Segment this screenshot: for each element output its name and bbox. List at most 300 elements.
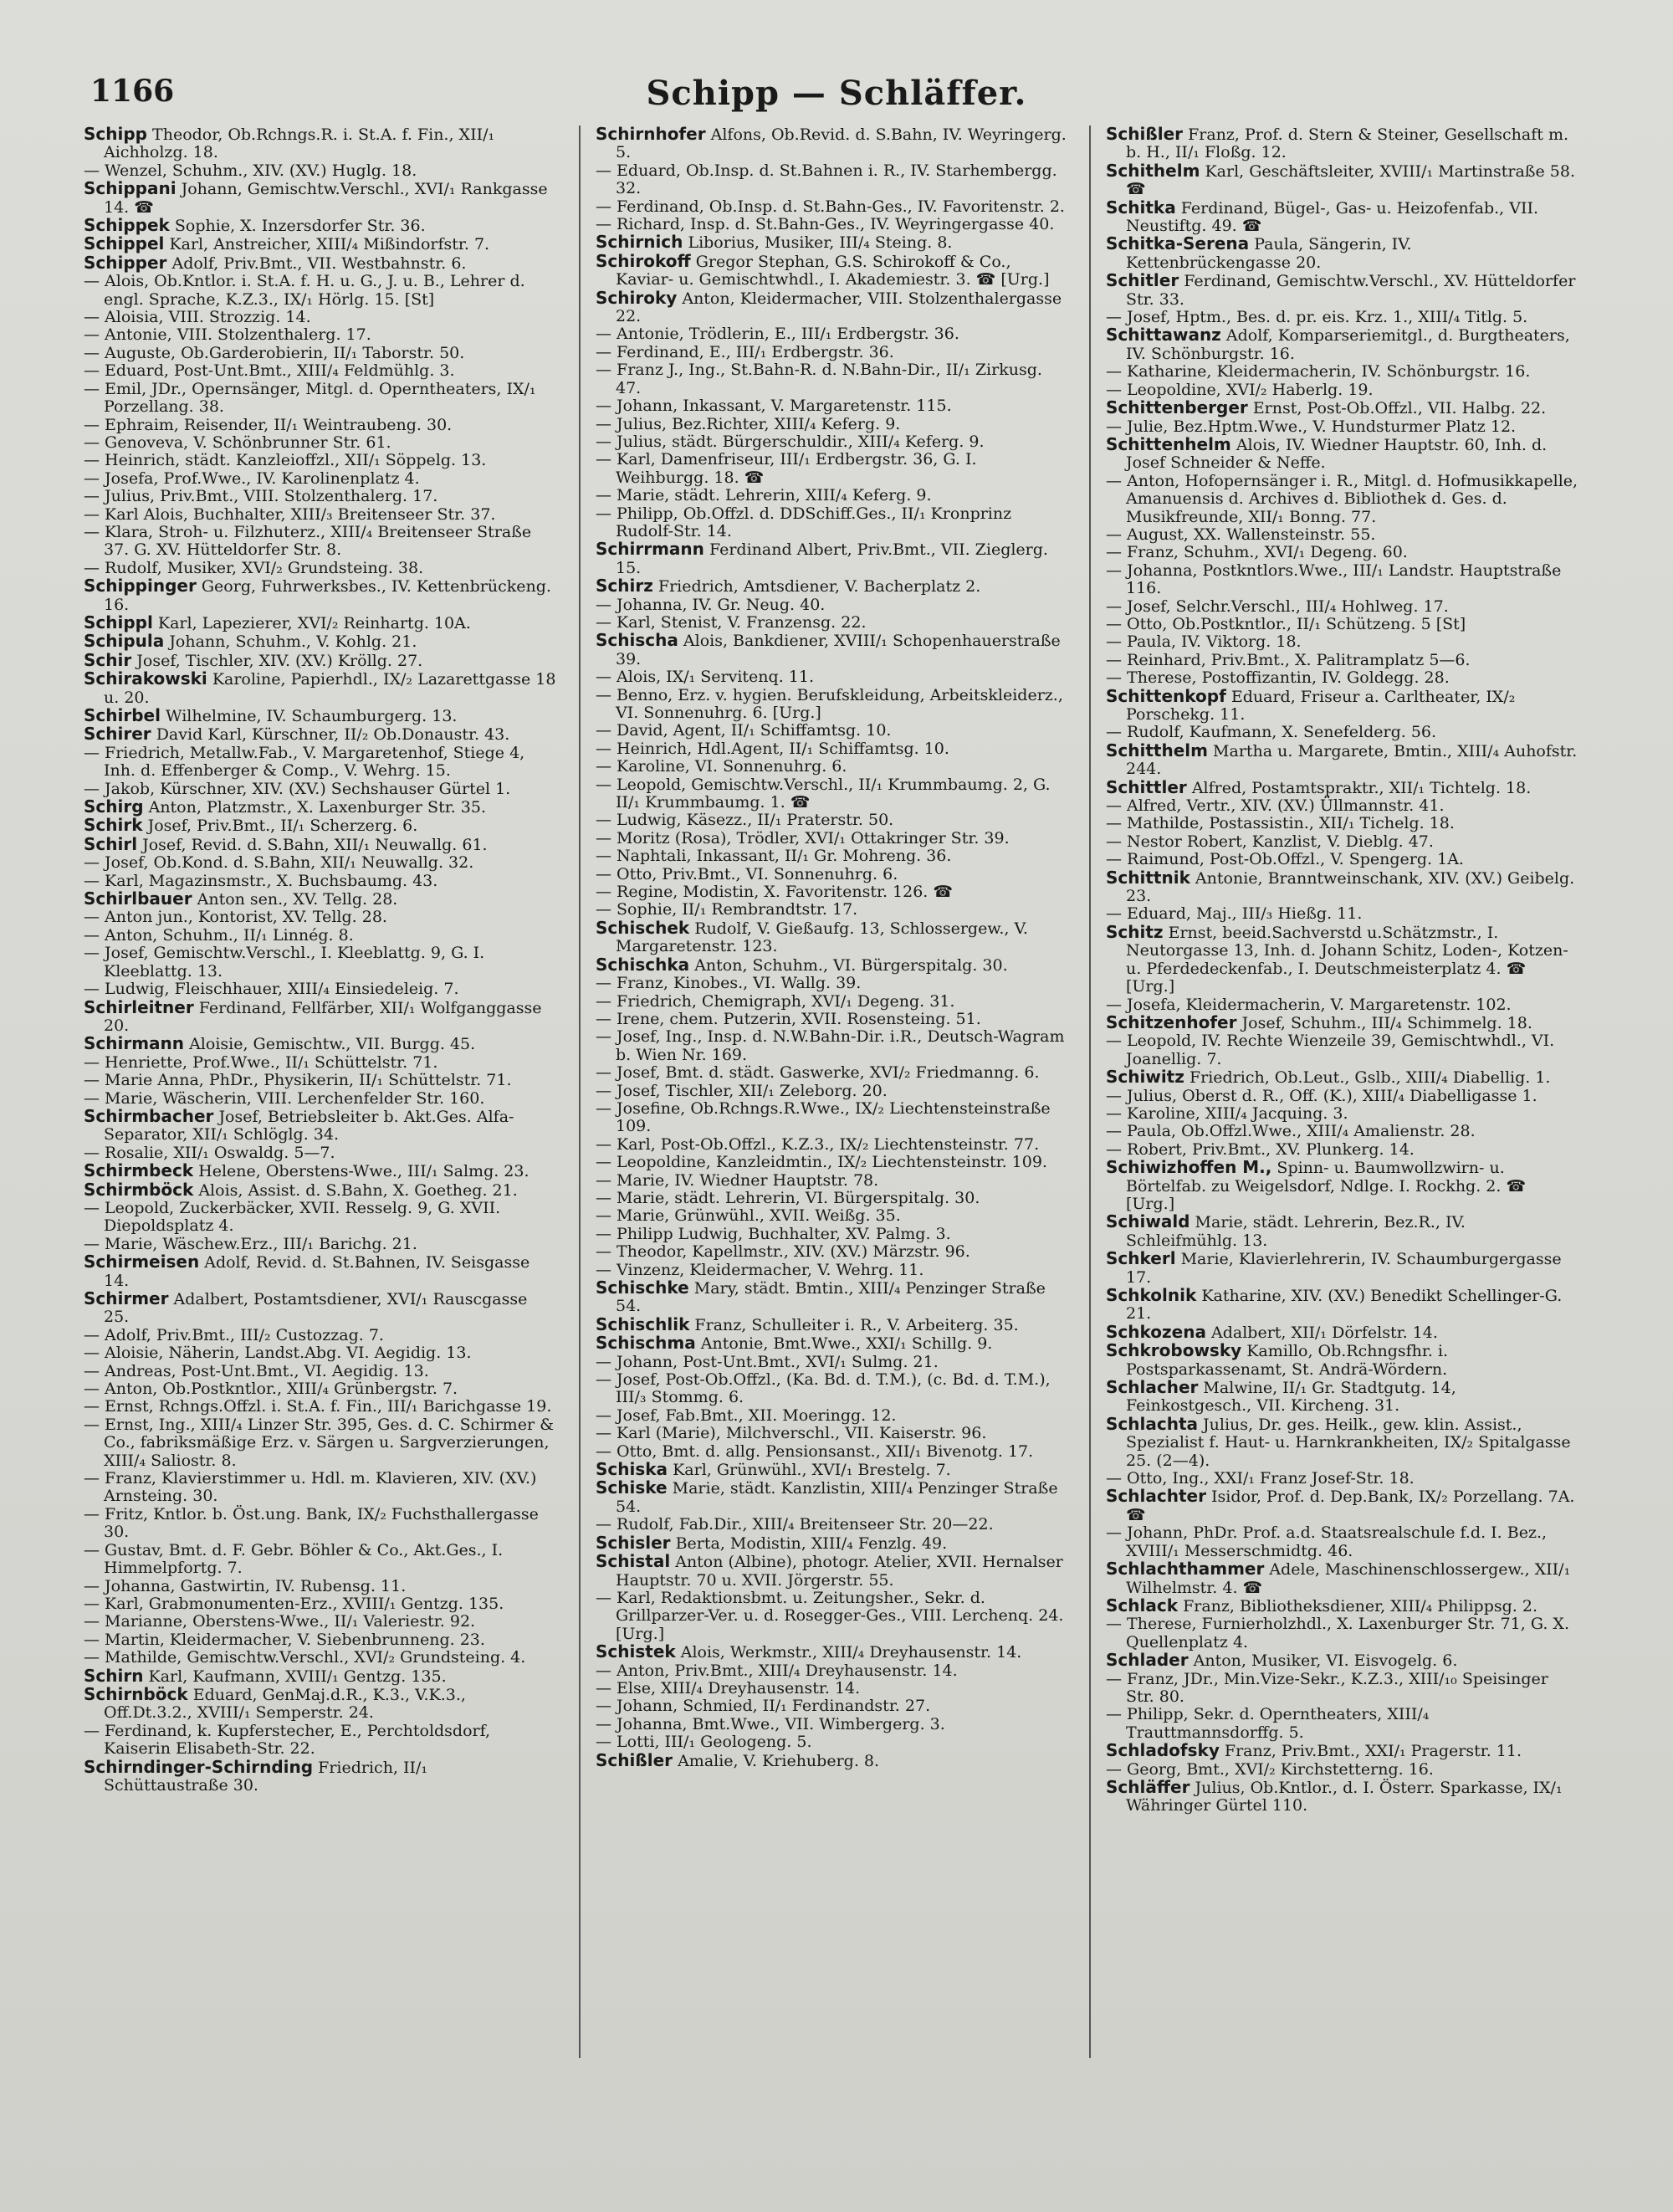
directory-entry bbox=[596, 1749, 1068, 1770]
directory-entry bbox=[1106, 162, 1578, 199]
entry-details: Anton sen., XV. Tellg. 28. bbox=[197, 890, 398, 909]
directory-entry bbox=[596, 451, 1068, 487]
directory-entry bbox=[1106, 433, 1578, 473]
entry-details: — Moritz (Rosa), Trödler, XVI/₁ Ottakringer Str. 39. bbox=[596, 828, 1010, 847]
entry-surname: Schiroky bbox=[596, 287, 678, 308]
entry-surname: Schittenhelm bbox=[1106, 433, 1231, 454]
directory-entry bbox=[596, 361, 1068, 397]
directory-entry bbox=[1106, 399, 1578, 417]
entry-surname: Schirz bbox=[596, 576, 653, 597]
directory-entry bbox=[596, 1371, 1068, 1407]
directory-entry bbox=[84, 217, 556, 235]
entry-details: David Karl, Kürschner, II/₂ Ob.Donaustr. 43. bbox=[156, 725, 510, 745]
directory-entry bbox=[84, 927, 556, 945]
entry-details: — Marie, IV. Wiedner Hauptstr. 78. bbox=[596, 1170, 879, 1190]
column-1 bbox=[84, 125, 556, 2075]
entry-details: — Mathilde, Gemischtw.Verschl., XVI/₂ Grundsteing. 4. bbox=[84, 1648, 526, 1667]
entry-surname: Schittenberger bbox=[1106, 397, 1248, 418]
entry-details: — Johann, Post-Unt.Bmt., XVI/₁ Sulmg. 21. bbox=[596, 1352, 939, 1371]
directory-entry bbox=[596, 487, 1068, 504]
directory-entry bbox=[596, 597, 1068, 614]
entry-details: Kamillo, Ob.Rchngsfhr. i. Postsparkassenamt, St. Andrä-Wördern. bbox=[1126, 1342, 1449, 1379]
entry-details: — Aloisie, Näherin, Landst.Abg. VI. Aegidig. 13. bbox=[84, 1344, 472, 1363]
directory-entry bbox=[84, 1054, 556, 1072]
entry-details: — Else, XIII/₄ Dreyhausenstr. 14. bbox=[596, 1678, 861, 1697]
directory-entry bbox=[84, 381, 556, 417]
entry-surname: Schiwitz bbox=[1106, 1067, 1184, 1088]
directory-entry bbox=[596, 1733, 1068, 1751]
entry-details: — Anton, Ob.Postkntlor., XIII/₄ Grünbergstr. 7. bbox=[84, 1380, 458, 1399]
entry-surname: Schkerl bbox=[1106, 1248, 1176, 1269]
directory-entry bbox=[84, 1162, 556, 1180]
entry-details: — Josef, Fab.Bmt., XII. Moeringg. 12. bbox=[596, 1406, 897, 1425]
directory-entry bbox=[84, 833, 556, 854]
directory-entry bbox=[1106, 742, 1578, 779]
directory-entry bbox=[596, 1716, 1068, 1733]
directory-entry bbox=[84, 1105, 556, 1144]
entry-details: — Otto, Ob.Postkntlor., II/₁ Schützeng. 5 [St] bbox=[1106, 614, 1466, 633]
entry-details: — Eduard, Ob.Insp. d. St.Bahnen i. R., IV. Starhembergg. 32. bbox=[596, 161, 1057, 198]
entry-surname: Schirnböck bbox=[84, 1683, 188, 1704]
entry-details: Karoline, Papierhdl., IX/₂ Lazarettgasse 18 u. 20. bbox=[104, 670, 556, 707]
directory-entry bbox=[1106, 1671, 1578, 1707]
directory-entry bbox=[1106, 326, 1578, 363]
directory-entry bbox=[84, 649, 556, 670]
entry-details: Adalbert, Postamtsdiener, XVI/₁ Rauscgasse 25. bbox=[104, 1290, 528, 1327]
directory-entry bbox=[596, 397, 1068, 415]
entry-details: — Aloisia, VIII. Strozzig. 14. bbox=[84, 308, 311, 327]
directory-entry bbox=[84, 996, 556, 1036]
directory-entry bbox=[1106, 1761, 1578, 1779]
entry-details: — Josef, Gemischtw.Verschl., I. Kleeblattg. 9, G. I. Kleeblattg. 13. bbox=[84, 944, 485, 981]
directory-entry bbox=[84, 745, 556, 781]
directory-entry bbox=[596, 740, 1068, 758]
entry-details: — Johanna, Bmt.Wwe., VII. Wimbergerg. 3. bbox=[596, 1714, 945, 1733]
entry-details: — Johanna, IV. Gr. Neug. 40. bbox=[596, 595, 826, 614]
entry-details: — Leopoldine, XVI/₂ Haberlg. 19. bbox=[1106, 380, 1374, 399]
directory-entry bbox=[1106, 1213, 1578, 1250]
entry-details: — Ernst, Ing., XIII/₄ Linzer Str. 395, Ges. d. C. Schirmer & Co., fabriksmäßige Erz. v. Särgen u. Sargverzierungen, XIII/₄ Saliostr. 8. bbox=[84, 1415, 554, 1470]
entry-details: — Josef, Hptm., Bes. d. pr. eis. Krz. 1., XIII/₄ Titlg. 5. bbox=[1106, 308, 1528, 327]
directory-entry bbox=[596, 1680, 1068, 1697]
directory-entry bbox=[1106, 363, 1578, 381]
directory-entry bbox=[84, 1542, 556, 1578]
directory-entry bbox=[84, 1380, 556, 1398]
directory-entry bbox=[84, 577, 556, 614]
entry-details: Alois, Werkmstr., XIII/₄ Dreyhausenstr. 14. bbox=[680, 1643, 1022, 1662]
directory-entry bbox=[1106, 724, 1578, 741]
entry-details: — Marianne, Oberstens-Wwe., II/₁ Valeriestr. 92. bbox=[84, 1612, 476, 1631]
entry-details: Helene, Oberstens-Wwe., III/₁ Salmg. 23. bbox=[198, 1162, 530, 1181]
entry-surname: Schirbel bbox=[84, 705, 161, 725]
directory-entry bbox=[596, 830, 1068, 847]
entry-details: — Robert, Priv.Bmt., XV. Plunkerg. 14. bbox=[1106, 1139, 1415, 1159]
directory-entry bbox=[596, 847, 1068, 865]
entry-details: — Georg, Bmt., XVI/₂ Kirchstetterng. 16. bbox=[1106, 1759, 1434, 1779]
directory-entry bbox=[1106, 633, 1578, 651]
entry-details: — Ludwig, Käsezz., II/₁ Praterstr. 50. bbox=[596, 811, 894, 830]
entry-details: — Johanna, Gastwirtin, IV. Rubensg. 11. bbox=[84, 1576, 407, 1595]
entry-details: Ernst, Post-Ob.Offzl., VII. Halbg. 22. bbox=[1252, 399, 1547, 418]
entry-details: — Vinzenz, Kleidermacher, V. Wehrg. 11. bbox=[596, 1260, 924, 1279]
entry-surname: Schitler bbox=[1106, 270, 1179, 291]
directory-entry bbox=[84, 909, 556, 926]
directory-entry bbox=[596, 1190, 1068, 1207]
entry-details: — Josefa, Prof.Wwe., IV. Karolinenplatz 4. bbox=[84, 469, 420, 488]
entry-details: — Philipp Ludwig, Buchhalter, XV. Palmg. 3. bbox=[596, 1224, 951, 1243]
directory-entry bbox=[1106, 851, 1578, 868]
entry-details: Alois, IV. Wiedner Hauptstr. 60, Inh. d. Josef Schneider & Neffe. bbox=[1126, 435, 1548, 473]
directory-entry bbox=[596, 722, 1068, 740]
directory-entry bbox=[84, 981, 556, 998]
entry-surname: Schirer bbox=[84, 724, 151, 745]
directory-entry bbox=[84, 1253, 556, 1290]
column-divider bbox=[579, 125, 581, 2058]
entry-surname: Schippinger bbox=[84, 576, 197, 597]
directory-entry bbox=[1106, 1615, 1578, 1651]
entry-details: Adolf, Komparseriemitgl., d. Burgtheaters, IV. Schönburgstr. 16. bbox=[1126, 326, 1570, 363]
directory-entry bbox=[1106, 996, 1578, 1014]
entry-details: — Leopold, Gemischtw.Verschl., II/₁ Krummbaumg. 2, G. II/₁ Krummbaumg. 1. ☎ bbox=[596, 775, 1051, 812]
entry-details: — Julius, Oberst d. R., Off. (K.), XIII/₄ Diabelligasse 1. bbox=[1106, 1086, 1537, 1105]
entry-details: Franz, Prof. d. Stern & Steiner, Gesellschaft m. b. H., II/₁ Floßg. 12. bbox=[1126, 125, 1569, 162]
entry-details: — August, XX. Wallensteinstr. 55. bbox=[1106, 525, 1376, 544]
entry-details: Malwine, II/₁ Gr. Stadtgutg. 14, Feinkostgesch., VII. Kircheng. 31. bbox=[1126, 1379, 1456, 1416]
entry-details: — Anton jun., Kontorist, XV. Tellg. 28. bbox=[84, 908, 387, 927]
directory-entry bbox=[84, 1090, 556, 1108]
entry-details: — Josef, Bmt. d. städt. Gaswerke, XVI/₂ Friedmanng. 6. bbox=[596, 1063, 1040, 1083]
directory-entry bbox=[596, 1334, 1068, 1353]
entry-details: — Julius, Priv.Bmt., VIII. Stolzenthalerg. 17. bbox=[84, 487, 438, 506]
directory-entry bbox=[596, 1662, 1068, 1680]
directory-entry bbox=[596, 1100, 1068, 1136]
directory-entry bbox=[596, 776, 1068, 812]
entry-surname: Schlachta bbox=[1106, 1413, 1198, 1434]
entry-details: — Marie, städt. Lehrerin, VI. Bürgerspitalg. 30. bbox=[596, 1188, 980, 1207]
entry-details: — Eduard, Maj., III/₃ Hießg. 11. bbox=[1106, 904, 1363, 924]
entry-details: — Rosalie, XII/₁ Oswaldg. 5—7. bbox=[84, 1143, 335, 1162]
directory-entry bbox=[84, 560, 556, 577]
entry-details: — Reinhard, Priv.Bmt., X. Palitramplatz 5—6. bbox=[1106, 650, 1471, 669]
entry-details: — Otto, Ing., XXI/₁ Franz Josef-Str. 18. bbox=[1106, 1469, 1415, 1488]
entry-details: — Josef, Selchr.Verschl., III/₄ Hohlweg. 17. bbox=[1106, 597, 1449, 616]
entry-details: Josef, Priv.Bmt., II/₁ Scherzerg. 6. bbox=[147, 817, 418, 836]
entry-details: — Klara, Stroh- u. Filzhuterz., XIII/₄ Breitenseer Straße 37. G. XV. Hütteldorfer Str. 8. bbox=[84, 522, 532, 560]
entry-details: — Sophie, II/₁ Rembrandtstr. 17. bbox=[596, 900, 858, 919]
directory-entry bbox=[596, 1516, 1068, 1534]
directory-entry bbox=[84, 1595, 556, 1613]
directory-entry bbox=[84, 614, 556, 632]
entry-details: — Mathilde, Postassistin., XII/₁ Tichelg. 18. bbox=[1106, 814, 1455, 833]
directory-entry bbox=[84, 362, 556, 380]
entry-details: — Rudolf, Fab.Dir., XIII/₄ Breitenseer Str. 20—22. bbox=[596, 1515, 994, 1534]
entry-surname: Schistek bbox=[596, 1641, 676, 1662]
entry-details: — Wenzel, Schuhm., XIV. (XV.) Huglg. 18. bbox=[84, 161, 417, 180]
entry-details: Julius, Dr. ges. Heilk., gew. klin. Assist., Spezialist f. Haut- u. Harnkrankheiten, IX/₂ Spitalgasse 25. (2—4). bbox=[1126, 1415, 1571, 1470]
directory-entry bbox=[596, 1590, 1068, 1643]
entry-details: Anton, Kleidermacher, VIII. Stolzenthalergasse 22. bbox=[616, 289, 1062, 326]
entry-surname: Schittler bbox=[1106, 776, 1187, 797]
entry-surname: Schlacher bbox=[1106, 1377, 1199, 1398]
directory-entry bbox=[596, 1697, 1068, 1715]
entry-details: — Johann, Inkassant, V. Margaretenstr. 115. bbox=[596, 397, 952, 416]
directory-entry bbox=[1106, 125, 1578, 162]
column-3 bbox=[1106, 125, 1578, 2075]
entry-surname: Schippel bbox=[84, 233, 165, 254]
entry-details: — Auguste, Ob.Garderobierin, II/₁ Taborstr. 50. bbox=[84, 343, 465, 362]
entry-surname: Schipper bbox=[84, 252, 167, 273]
entry-details: — Ephraim, Reisender, II/₁ Weintraubeng. 30. bbox=[84, 415, 453, 434]
entry-details: — Antonie, VIII. Stolzenthalerg. 17. bbox=[84, 325, 371, 345]
directory-entry bbox=[84, 1756, 556, 1795]
entry-details: — Marie, Grünwühl., XVII. Weißg. 35. bbox=[596, 1206, 901, 1226]
directory-entry bbox=[84, 1416, 556, 1470]
directory-entry bbox=[596, 866, 1068, 883]
directory-entry bbox=[1106, 598, 1578, 616]
entry-details: — Marie, Wäschew.Erz., III/₁ Barichg. 21. bbox=[84, 1234, 417, 1253]
entry-details: Ferdinand, Fellfärber, XII/₁ Wolfganggasse 20. bbox=[104, 998, 542, 1035]
directory-entry bbox=[1106, 526, 1578, 544]
directory-entry bbox=[1106, 1011, 1578, 1032]
directory-entry bbox=[1106, 1560, 1578, 1597]
entry-surname: Schischlik bbox=[596, 1313, 690, 1334]
directory-entry bbox=[1106, 272, 1578, 309]
entry-details: — Naphtali, Inkassant, II/₁ Gr. Mohreng. 36. bbox=[596, 847, 952, 866]
entry-details: — Paula, IV. Viktorg. 18. bbox=[1106, 632, 1302, 652]
directory-entry bbox=[596, 1643, 1068, 1662]
entry-details: Rudolf, V. Gießaufg. 13, Schlossergew., V. Margaretenstr. 123. bbox=[616, 919, 1028, 956]
entry-details: Friedrich, Amtsdiener, V. Bacherplatz 2. bbox=[657, 577, 981, 597]
entry-details: — Ferdinand, Ob.Insp. d. St.Bahn-Ges., IV. Favoritenstr. 2. bbox=[596, 197, 1065, 216]
entry-surname: Schläffer bbox=[1106, 1776, 1190, 1797]
directory-entry bbox=[84, 125, 556, 162]
directory-entry bbox=[1106, 1123, 1578, 1140]
entry-details: Alois, Assist. d. S.Bahn, X. Goetheg. 21. bbox=[198, 1180, 518, 1200]
entry-details: — Genoveva, V. Schönbrunner Str. 61. bbox=[84, 433, 391, 452]
entry-details: — Julius, städt. Bürgerschuldir., XIII/₄ Keferg. 9. bbox=[596, 432, 985, 451]
directory-entry bbox=[596, 668, 1068, 686]
entry-surname: Schkolnik bbox=[1106, 1285, 1197, 1305]
entry-details: — Therese, Postoffizantin, IV. Goldegg. 28. bbox=[1106, 668, 1450, 688]
entry-details: — Katharine, Kleidermacherin, IV. Schönburgstr. 16. bbox=[1106, 362, 1531, 381]
entry-details: — Friedrich, Chemigraph, XVI/₁ Degeng. 31. bbox=[596, 991, 955, 1011]
entry-surname: Schlader bbox=[1106, 1650, 1189, 1671]
directory-entry bbox=[596, 956, 1068, 975]
entry-details: — Julius, Bez.Richter, XIII/₄ Keferg. 9. bbox=[596, 414, 901, 433]
directory-entry bbox=[1106, 1706, 1578, 1742]
directory-entry bbox=[84, 781, 556, 798]
entry-details: Anton, Schuhm., VI. Bürgerspitalg. 30. bbox=[694, 955, 1008, 975]
directory-entry bbox=[84, 1613, 556, 1631]
directory-entry bbox=[84, 1398, 556, 1416]
directory-entry bbox=[84, 1506, 556, 1542]
directory-entry bbox=[84, 417, 556, 434]
entry-details: Eduard, GenMaj.d.R., K.3., V.K.3., Off.Dt.3.2., XVIII/₁ Semperstr. 24. bbox=[104, 1685, 466, 1723]
directory-entry bbox=[1106, 1470, 1578, 1487]
entry-surname: Schippek bbox=[84, 215, 170, 236]
directory-columns bbox=[84, 125, 1598, 2083]
directory-entry bbox=[1106, 473, 1578, 526]
directory-entry bbox=[84, 470, 556, 488]
entry-details: Karl, Geschäftsleiter, XVIII/₁ Martinstraße 58. ☎ bbox=[1126, 161, 1575, 199]
entry-details: Adolf, Revid. d. St.Bahnen, IV. Seisgasse 14. bbox=[104, 1253, 530, 1290]
entry-details: Anton, Platzmstr., X. Laxenburger Str. 35. bbox=[148, 798, 486, 817]
directory-entry bbox=[84, 162, 556, 180]
entry-details: Aloisie, Gemischtw., VII. Burgg. 45. bbox=[189, 1035, 476, 1054]
entry-surname: Schitka-Serena bbox=[1106, 233, 1250, 254]
entry-surname: Schirndinger-Schirnding bbox=[84, 1756, 314, 1777]
entry-details: — Fritz, Kntlor. b. Öst.ung. Bank, IX/₂ Fuchsthallergasse 30. bbox=[84, 1504, 539, 1542]
directory-entry bbox=[84, 1344, 556, 1362]
directory-entry bbox=[1106, 652, 1578, 669]
entry-surname: Schißler bbox=[596, 1749, 673, 1770]
entry-details: — Anton, Hofopernsänger i. R., Mitgl. d. Hofmusikkapelle, Amanuensis d. Archives d. Bibliothek d. Ges. d. Musikfreunde, XII/₁ Bonng. 77. bbox=[1106, 471, 1578, 526]
directory-entry bbox=[84, 452, 556, 469]
entry-details: — Ludwig, Fleischhauer, XIII/₄ Einsiedeleig. 7. bbox=[84, 980, 459, 999]
entry-surname: Schirmann bbox=[84, 1033, 185, 1054]
directory-entry bbox=[1106, 381, 1578, 399]
directory-entry bbox=[1106, 1141, 1578, 1159]
entry-surname: Schlachter bbox=[1106, 1486, 1206, 1507]
entry-details: — Heinrich, städt. Kanzleioffzl., XII/₁ Söppelg. 13. bbox=[84, 451, 487, 470]
directory-entry bbox=[1106, 199, 1578, 236]
entry-details: — Rudolf, Musiker, XVI/₂ Grundsteing. 38. bbox=[84, 558, 424, 577]
directory-entry bbox=[596, 540, 1068, 577]
entry-details: Katharine, XIV. (XV.) Benedikt Schellinger-G. 21. bbox=[1126, 1287, 1563, 1324]
directory-entry bbox=[1106, 797, 1578, 815]
entry-details: — Alois, Ob.Kntlor. i. St.A. f. H. u. G., J. u. B., Lehrer d. engl. Sprache, K.Z.3., IX/₁ Hörlg. 15. [St] bbox=[84, 272, 525, 309]
entry-surname: Schirmböck bbox=[84, 1179, 194, 1200]
entry-details: — Ferdinand, E., III/₁ Erdbergstr. 36. bbox=[596, 342, 894, 361]
entry-details: — Regine, Modistin, X. Favoritenstr. 126. ☎ bbox=[596, 883, 954, 902]
directory-entry bbox=[84, 890, 556, 909]
directory-entry bbox=[1106, 685, 1578, 725]
directory-entry bbox=[84, 817, 556, 835]
entry-details: — Marie, Wäscherin, VIII. Lerchenfelder Str. 160. bbox=[84, 1088, 485, 1108]
directory-entry bbox=[596, 1011, 1068, 1028]
directory-entry bbox=[84, 1144, 556, 1162]
directory-entry bbox=[596, 1279, 1068, 1316]
directory-entry bbox=[84, 309, 556, 326]
entry-details: Josef, Revid. d. S.Bahn, XII/₁ Neuwallg. 61. bbox=[142, 835, 488, 854]
directory-entry bbox=[596, 416, 1068, 433]
directory-entry bbox=[596, 1262, 1068, 1279]
entry-details: — Henriette, Prof.Wwe., II/₁ Schüttelstr. 71. bbox=[84, 1052, 438, 1072]
entry-surname: Schirnhofer bbox=[596, 125, 706, 144]
directory-entry bbox=[596, 1479, 1068, 1516]
directory-entry bbox=[84, 1327, 556, 1344]
entry-details: Karl, Lapezierer, XVI/₂ Reinhartg. 10A. bbox=[157, 613, 471, 632]
entry-details: — Friedrich, Metallw.Fab., V. Margaretenhof, Stiege 4, Inh. d. Effenberger & Comp., V. Wehrg. 15. bbox=[84, 743, 525, 781]
entry-surname: Schithelm bbox=[1106, 160, 1200, 181]
entry-details: Amalie, V. Kriehuberg. 8. bbox=[678, 1751, 880, 1770]
entry-details: Franz, Bibliotheksdiener, XIII/₄ Philippsg. 2. bbox=[1183, 1596, 1537, 1615]
directory-entry bbox=[596, 1154, 1068, 1171]
entry-details: — Leopold, Zuckerbäcker, XVII. Resselg. 9, G. XVII. Diepoldsplatz 4. bbox=[84, 1198, 501, 1236]
entry-details: — Lotti, III/₁ Geologeng. 5. bbox=[596, 1733, 812, 1752]
directory-entry bbox=[596, 250, 1068, 289]
entry-details: — Otto, Bmt. d. allg. Pensionsanst., XII/₁ Bivenotg. 17. bbox=[596, 1441, 1034, 1461]
entry-surname: Schipp bbox=[84, 125, 147, 144]
entry-details: — Heinrich, Hdl.Agent, II/₁ Schiffamtsg. 10. bbox=[596, 739, 949, 758]
directory-entry bbox=[1106, 544, 1578, 561]
entry-surname: Schittenkopf bbox=[1106, 685, 1226, 706]
directory-entry bbox=[596, 1354, 1068, 1371]
entry-details: — Karl, Damenfriseur, III/₁ Erdbergstr. 36, G. I. Weihburgg. 18. ☎ bbox=[596, 450, 977, 487]
entry-details: Wilhelmine, IV. Schaumburgerg. 13. bbox=[166, 707, 458, 725]
directory-entry bbox=[596, 1425, 1068, 1442]
entry-details: — Karl Alois, Buchhalter, XIII/₃ Breitenseer Str. 37. bbox=[84, 504, 496, 524]
directory-entry bbox=[1106, 1487, 1578, 1524]
entry-details: — Irene, chem. Putzerin, XVII. Rosensteing. 51. bbox=[596, 1009, 981, 1028]
directory-entry bbox=[596, 233, 1068, 252]
entry-surname: Schischke bbox=[596, 1278, 689, 1298]
entry-details: Antonie, Bmt.Wwe., XXI/₁ Schillg. 9. bbox=[700, 1334, 993, 1354]
directory-entry bbox=[596, 1064, 1068, 1082]
directory-entry bbox=[596, 216, 1068, 233]
directory-entry bbox=[596, 162, 1068, 198]
directory-entry bbox=[84, 632, 556, 651]
directory-entry bbox=[84, 434, 556, 452]
directory-entry bbox=[1106, 1379, 1578, 1416]
directory-entry bbox=[84, 873, 556, 890]
entry-details: — Franz, Klavierstimmer u. Hdl. m. Klavieren, XIV. (XV.) Arnsteing. 30. bbox=[84, 1469, 537, 1506]
entry-details: — Benno, Erz. v. hygien. Berufskleidung, Arbeitskleiderz., VI. Sonnenuhrg. 6. [Urg.] bbox=[596, 685, 1063, 722]
directory-entry bbox=[596, 1461, 1068, 1479]
entry-details: Franz, Schulleiter i. R., V. Arbeiterg. 35. bbox=[694, 1315, 1019, 1334]
directory-entry bbox=[1106, 1032, 1578, 1068]
entry-details: — Therese, Furnierholzhdl., X. Laxenburger Str. 71, G. X. Quellenplatz 4. bbox=[1106, 1615, 1569, 1651]
directory-entry bbox=[1106, 1068, 1578, 1087]
entry-details: Adele, Maschinenschlossergew., XII/₁ Wilhelmstr. 4. ☎ bbox=[1126, 1560, 1571, 1597]
entry-details: — Ernst, Rchngs.Offzl. i. St.A. f. Fin., III/₁ Barichgasse 19. bbox=[84, 1397, 552, 1416]
directory-entry bbox=[596, 1243, 1068, 1261]
entry-details: Antonie, Branntweinschank, XIV. (XV.) Geibelg. 23. bbox=[1126, 868, 1575, 906]
entry-details: — Philipp, Sekr. d. Operntheaters, XIII/₄ Trauttmannsdorffg. 5. bbox=[1106, 1705, 1430, 1742]
directory-entry bbox=[596, 687, 1068, 723]
entry-details: Alfred, Postamtspraktr., XII/₁ Tichtelg. 18. bbox=[1191, 778, 1532, 797]
directory-entry bbox=[84, 1072, 556, 1089]
directory-entry bbox=[596, 1172, 1068, 1190]
directory-entry bbox=[84, 1035, 556, 1053]
directory-entry bbox=[84, 235, 556, 253]
directory-entry bbox=[84, 254, 556, 273]
entry-details: Mary, städt. Bmtin., XIII/₄ Penzinger Straße 54. bbox=[616, 1279, 1046, 1316]
entry-details: — Karoline, XIII/₄ Jacquing. 3. bbox=[1106, 1103, 1348, 1123]
page-header bbox=[0, 74, 1673, 124]
entry-details: — Franz, JDr., Min.Vize-Sekr., K.Z.3., XIII/₁₀ Speisinger Str. 80. bbox=[1106, 1669, 1548, 1706]
entry-details: — Paula, Ob.Offzl.Wwe., XIII/₄ Amalienstr. 28. bbox=[1106, 1122, 1476, 1141]
entry-surname: Schipula bbox=[84, 631, 165, 652]
entry-details: Georg, Fuhrwerksbes., IV. Kettenbrückeng. 16. bbox=[104, 577, 551, 614]
entry-details: — Josef, Post-Ob.Offzl., (Ka. Bd. d. T.M.), (c. Bd. d. T.M.), III/₃ Stommg. 6. bbox=[596, 1370, 1051, 1407]
entry-surname: Schlachthammer bbox=[1106, 1559, 1265, 1580]
entry-details: Adolf, Priv.Bmt., VII. Westbahnstr. 6. bbox=[171, 253, 467, 273]
entry-details: — Josefine, Ob.Rchngs.R.Wwe., IX/₂ Liechtensteinstraße 109. bbox=[596, 1098, 1051, 1136]
directory-entry bbox=[84, 1631, 556, 1649]
entry-surname: Schiska bbox=[596, 1459, 668, 1480]
directory-entry bbox=[84, 1200, 556, 1236]
directory-entry bbox=[84, 707, 556, 725]
entry-details: — Gustav, Bmt. d. F. Gebr. Böhler & Co., Akt.Ges., I. Himmelpfortg. 7. bbox=[84, 1540, 504, 1578]
entry-details: Ernst, beeid.Sachverstd u.Schätzmstr., I. Neutorgasse 13, Inh. d. Johann Schitz, Loden-, Kotzen- u. Pferdedeckenfab., I. Deutschmeisterplatz 4. ☎ [Urg.] bbox=[1126, 923, 1568, 996]
directory-entry bbox=[1106, 616, 1578, 633]
entry-surname: Schlack bbox=[1106, 1595, 1179, 1615]
entry-surname: Schirakowski bbox=[84, 668, 207, 689]
directory-entry bbox=[596, 1028, 1068, 1064]
directory-entry bbox=[1106, 776, 1578, 797]
directory-entry bbox=[1106, 921, 1578, 996]
